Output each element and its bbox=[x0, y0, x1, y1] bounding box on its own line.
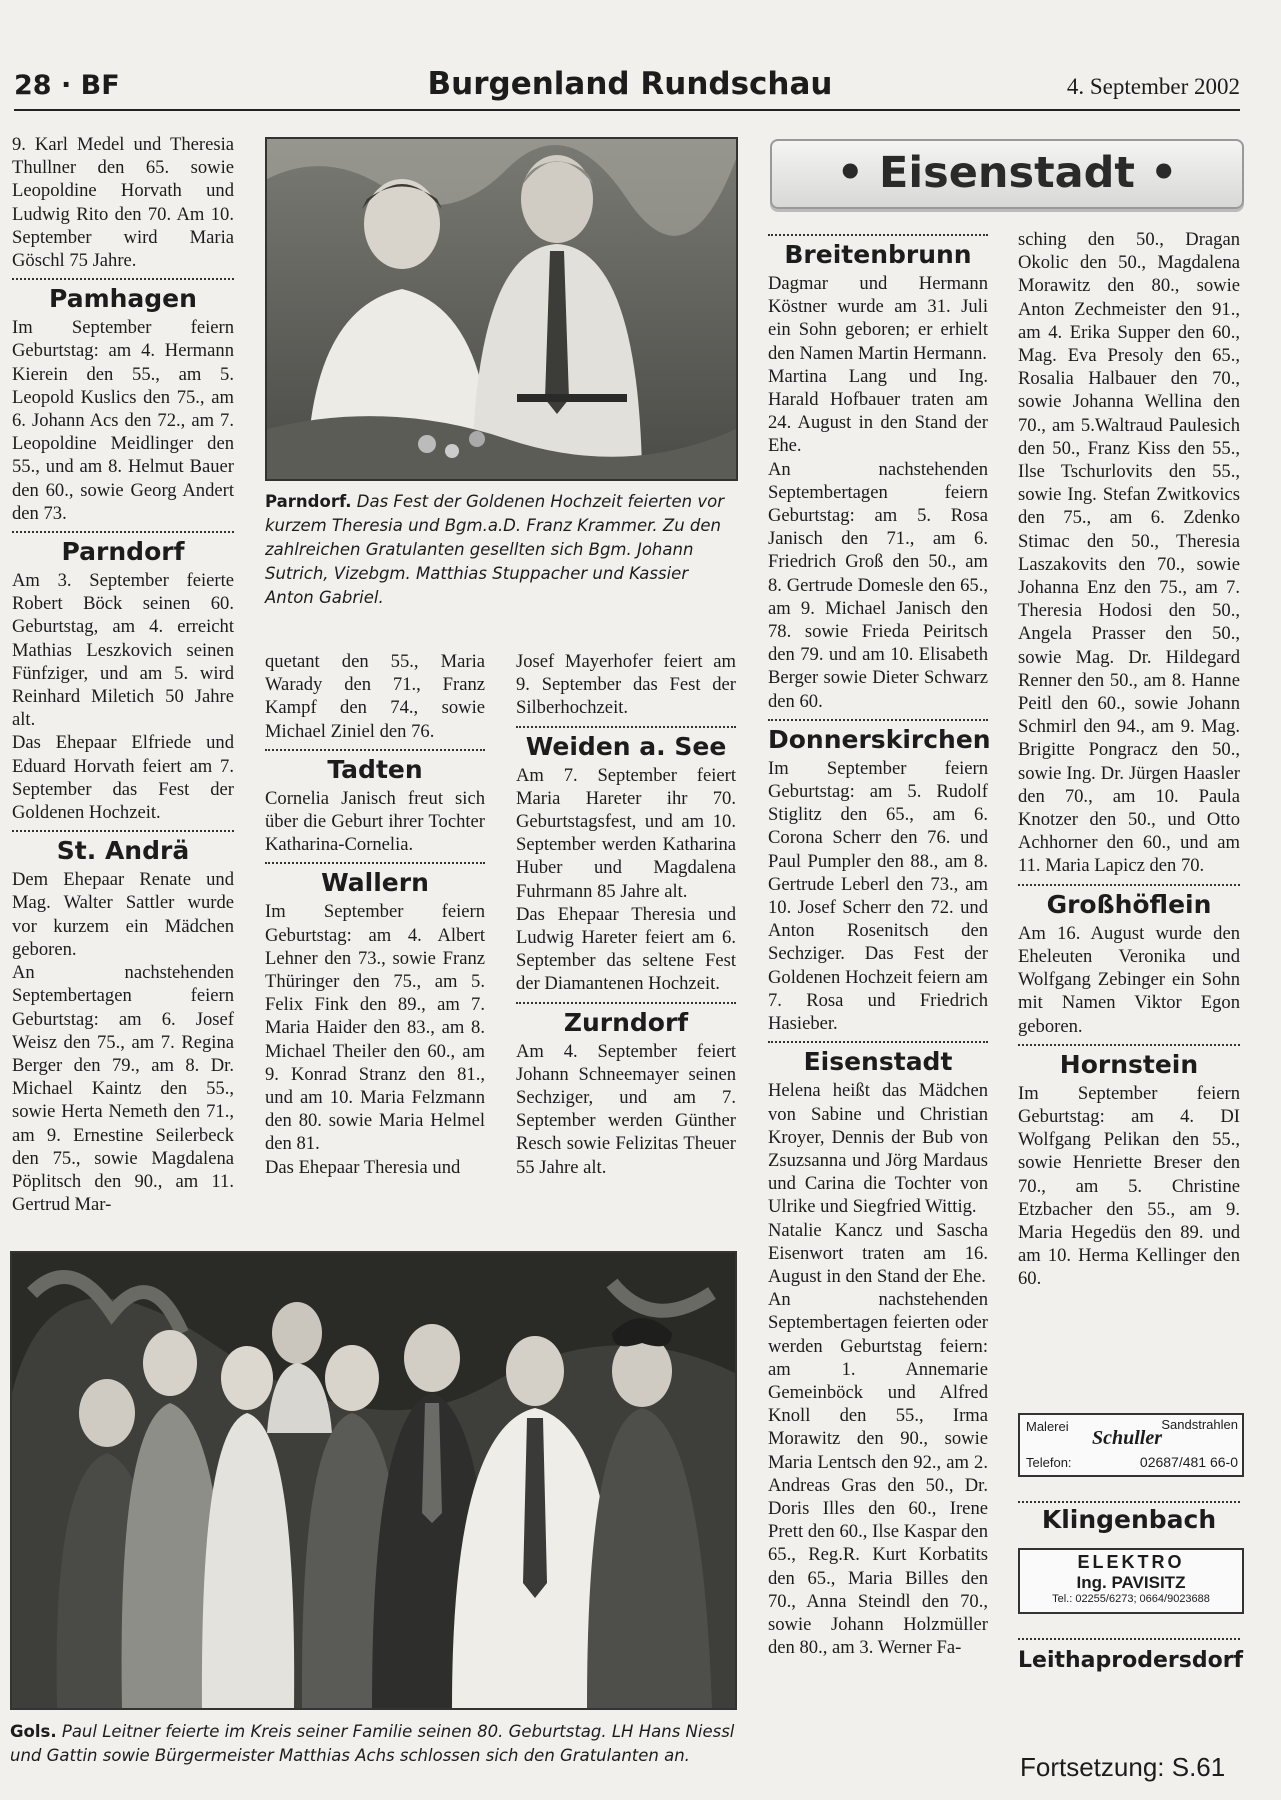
eisenstadt-text: Helena heißt das Mädchen von Sabine und Christian Kroyer, Dennis der Bub von Zsuzsanna und Jörg Mardaus und Carina die Tochter von Ulrike und Siegfried Wittig. bbox=[768, 1080, 988, 1218]
divider bbox=[1018, 1638, 1240, 1640]
ad-schuller-phone-label: Telefon: bbox=[1026, 1455, 1072, 1470]
caption-text: Paul Leitner feierte im Kreis seiner Familie seinen 80. Geburtstag. LH Hans Niessl und Gattin sowie Bürgermeister Matthias Achs schlossen sich den Gratulanten an. bbox=[10, 1722, 735, 1765]
divider bbox=[768, 719, 988, 721]
donnerskirchen-text: Im September feiern Geburtstag: am 5. Rudolf Stiglitz den 65., am 6. Corona Scherr den 76. und Paul Pumpler den 88., am 8. Gertrude Leberl den 73., am 10. Josef Scherr den 72. und Anton Rosenitsch den Sechziger. Das Fest der Goldenen Hochzeit feiern am 7. Rosa und Friedrich Hasieber. bbox=[768, 757, 988, 1035]
caption-place: Parndorf. bbox=[265, 492, 352, 511]
heading-st-andrae: St. Andrä bbox=[56, 836, 190, 866]
heading-eisenstadt: Eisenstadt bbox=[803, 1047, 953, 1077]
breitenbrunn-text: Dagmar und Hermann Köstner wurde am 31. Juli ein Sohn geboren; er erhielt den Namen Martin Hermann. bbox=[768, 273, 988, 364]
column-1 bbox=[12, 133, 234, 1216]
col5-intro: sching den 50., Dragan Okolic den 50., Magdalena Morawitz den 80., sowie Anton Zechmeister den 91., am 4. Erika Supper den 60., Mag. Eva Presoly den 65., Rosalia Halbauer den 70., sowie Johanna Wellina den 70., am 5.Waltraud Paulesich den 50., Franz Kiss den 55., Ilse Tschurlovits den 55., sowie Ing. Stefan Zwitkovics den 75., am 6. Zdenko Stimac den 50., Theresia Laszakovits den 70., sowie Johanna Enz den 75., am 7. Theresia Hodosi den 50., Angela Prasser den 50., sowie Mag. Dr. Hildegard Renner den 50., am 8. Hanne Peitl den 60., sowie Johann Schmirl den 94., am 9. Mag. Brigitte Pongracz den 50., sowie Ing. Dr. Jürgen Haasler den 70., am 10. Paula Knotzer den 50., und Otto Achhorner den 60., und am 11. Maria Lapicz den 70. bbox=[1018, 229, 1240, 877]
heading-grosshoeflein: Großhöflein bbox=[1046, 889, 1212, 919]
col3-intro: Josef Mayerhofer feiert am 9. September das Fest der Silberhochzeit. bbox=[516, 651, 736, 719]
tadten-text: Cornelia Janisch freut sich über die Geburt ihrer Tochter Katharina-Cornelia. bbox=[265, 787, 485, 856]
heading-klingenbach: Klingenbach bbox=[1041, 1505, 1217, 1534]
st-andrae-text: Dem Ehepaar Renate und Mag. Walter Sattler wurde vor kurzem ein Mädchen geboren. bbox=[12, 869, 234, 960]
parndorf-text: Am 3. September feierte Robert Böck seinen 60. Geburtstag, am 4. erreicht Mathias Leszkovich seinen Fünfziger, und am 5. wird Reinhard Miletich 50 Jahre alt. bbox=[12, 570, 234, 731]
newspaper-title: Burgenland Rundschau bbox=[427, 66, 833, 102]
photo-gols bbox=[10, 1251, 737, 1710]
heading-pamhagen: Pamhagen bbox=[49, 284, 197, 314]
column-4 bbox=[768, 228, 991, 1659]
column-2 bbox=[265, 650, 485, 1179]
ad-schuller-phone: 02687/481 66-0 bbox=[1139, 1454, 1238, 1470]
parndorf-text-2: Das Ehepaar Elfriede und Eduard Horvath feiert am 7. September das Fest der Goldenen Hochzeit. bbox=[12, 732, 234, 824]
grosshoeflein-text: Am 16. August wurde den Eheleuten Veronika und Wolfgang Zebinger ein Sohn mit Namen Viktor Egon geboren. bbox=[1018, 922, 1240, 1037]
heading-tadten: Tadten bbox=[327, 754, 423, 784]
pamhagen-text: Im September feiern Geburtstag: am 4. Hermann Kierein den 55., am 5. Leopold Kuslics den 75., am 6. Johann Acs den 72., am 7. Leopoldine Meidlinger den 55., und am 8. Helmut Bauer den 60., sowie Georg Andert den 73. bbox=[12, 317, 234, 524]
photo-parndorf bbox=[265, 137, 738, 481]
divider bbox=[1018, 1044, 1240, 1046]
ad-schuller bbox=[1018, 1413, 1244, 1477]
eisenstadt-text-2: Natalie Kancz und Sascha Eisenwort traten am 16. August in den Stand der Ehe. bbox=[768, 1219, 988, 1287]
heading-leithaprodersdorf: Leithaprodersdorf bbox=[1018, 1648, 1244, 1673]
ad-elektro-pavisitz bbox=[1018, 1548, 1244, 1614]
page-number: 28 · BF bbox=[14, 70, 120, 101]
col1-intro: 9. Karl Medel und Theresia Thullner den 65. sowie Leopoldine Horvath und Ludwig Rito den 70. Am 10. September wird Maria Göschl 75 Jahre. bbox=[12, 134, 234, 272]
divider bbox=[265, 749, 485, 751]
zurndorf-text: Am 4. September feiert Johann Schneemayer seinen Sechziger, und am 7. September werden Günther Resch sowie Felizitas Theuer 55 Jahre alt. bbox=[516, 1040, 736, 1178]
divider bbox=[1018, 884, 1240, 886]
photo-parndorf-caption bbox=[265, 490, 740, 610]
divider bbox=[12, 278, 234, 280]
wallern-text: Im September feiern Geburtstag: am 4. Albert Lehner den 73., sowie Franz Thüringer den 75., am 5. Felix Fink den 89., am 7. Maria Haider den 83., am 8. Michael Theiler den 60., am 9. Konrad Stranz den 81., und am 10. Maria Felzmann den 80. sowie Maria Helmel den 81. bbox=[265, 901, 485, 1155]
heading-parndorf: Parndorf bbox=[61, 537, 185, 567]
breitenbrunn-text-2: Martina Lang und Ing. Harald Hofbauer traten am 24. August in den Stand der Ehe. bbox=[768, 365, 988, 457]
ad-elektro-line2: Ing. PAVISITZ bbox=[1076, 1573, 1186, 1592]
breitenbrunn-text-3: An nachstehenden Septembertagen feiern Geburtstag: am 5. Rosa Janisch den 71., am 6. Friedrich Groß den 50., am 8. Gertrude Domesle den 65., am 9. Michael Janisch den 78. sowie Frieda Peiritsch den 79. und am 10. Elisabeth Berger sowie Dieter Schwarz den 60. bbox=[768, 458, 988, 712]
heading-weiden: Weiden a. See bbox=[525, 731, 727, 761]
weiden-text-2: Das Ehepaar Theresia und Ludwig Hareter feiert am 6. September das seltene Fest der Diamantenen Hochzeit. bbox=[516, 903, 736, 995]
divider bbox=[12, 830, 234, 832]
photo-gols-image bbox=[12, 1253, 735, 1708]
ad-schuller-left: Malerei bbox=[1026, 1419, 1069, 1434]
continued-note: Fortsetzung: S.61 bbox=[1020, 1752, 1226, 1782]
heading-zurndorf: Zurndorf bbox=[563, 1007, 689, 1037]
heading-hornstein: Hornstein bbox=[1059, 1049, 1199, 1079]
section-banner-eisenstadt: • Eisenstadt • bbox=[770, 139, 1244, 209]
column-5 bbox=[1018, 228, 1240, 1291]
heading-breitenbrunn: Breitenbrunn bbox=[784, 240, 972, 269]
st-andrae-text-2: An nachstehenden Septembertagen feiern Geburtstag: am 6. Josef Weisz den 75., am 7. Regina Berger den 79., am 8. Dr. Michael Kaintz den 55., sowie Herta Nemeth den 71., am 9. Ernestine Seilerbeck den 75., sowie Magdalena Pöplitsch den 90., am 11. Gertrud Mar- bbox=[12, 962, 234, 1216]
header-rule bbox=[14, 109, 1240, 111]
ad-schuller-logo: Schuller bbox=[1092, 1427, 1163, 1449]
heading-donnerskirchen: Donnerskirchen bbox=[768, 724, 991, 754]
wallern-text-2: Das Ehepaar Theresia und bbox=[265, 1156, 461, 1178]
ad-elektro-line1: ELEKTRO bbox=[1077, 1552, 1185, 1572]
weiden-text: Am 7. September feiert Maria Hareter ihr 70. Geburtstagsfest, und am 10. September werden Katharina Huber und Magdalena Fuhrmann 85 Jahre alt. bbox=[516, 764, 736, 902]
col2-intro: quetant den 55., Maria Warady den 71., Franz Kampf den 74., sowie Michael Ziniel den 76. bbox=[265, 651, 485, 742]
divider bbox=[768, 1041, 988, 1043]
caption-place: Gols. bbox=[10, 1722, 57, 1741]
column-3 bbox=[516, 650, 736, 1179]
eisenstadt-text-3: An nachstehenden Septembertagen feierten oder werden Geburtstag feiern: am 1. Annemarie Gemeinböck und Alfred Knoll den 55., Irma Morawitz den 90., sowie Maria Lentsch den 92., am 2. Andreas Gras den 50., Dr. Doris Illes den 60., Irene Prett den 60., Ilse Kaspar den 65., Reg.R. Kurt Korbatits den 65., Maria Billes den 70., Anna Steindl den 70., sowie Johann Holzmüller den 80., am 3. Werner Fa- bbox=[768, 1289, 988, 1659]
heading-wallern: Wallern bbox=[321, 868, 429, 898]
issue-date: 4. September 2002 bbox=[1066, 74, 1240, 99]
ad-schuller-right: Sandstrahlen bbox=[1161, 1417, 1238, 1432]
caption-text: Das Fest der Goldenen Hochzeit feierten vor kurzem Theresia und Bgm.a.D. Franz Krammer. Zu den zahlreichen Gratulanten gesellten sich Bgm. Johann Sutrich, Vizebgm. Matthias Stuppacher und Kassier Anton Gabriel. bbox=[265, 492, 725, 607]
photo-gols-caption bbox=[10, 1720, 745, 1768]
divider bbox=[768, 234, 988, 236]
divider bbox=[516, 726, 736, 728]
divider bbox=[1018, 1501, 1240, 1503]
divider bbox=[12, 531, 234, 533]
hornstein-text: Im September feiern Geburtstag: am 4. DI Wolfgang Pelikan den 55., sowie Henriette Breser den 70., am 5. Christine Etzbacher den 55., am 9. Maria Hegedüs den 89. und am 10. Herma Kellinger den 60. bbox=[1018, 1082, 1240, 1290]
photo-parndorf-image bbox=[267, 139, 736, 479]
ad-elektro-line3: Tel.: 02255/6273; 0664/9023688 bbox=[1052, 1593, 1210, 1605]
divider bbox=[265, 862, 485, 864]
divider bbox=[516, 1002, 736, 1004]
